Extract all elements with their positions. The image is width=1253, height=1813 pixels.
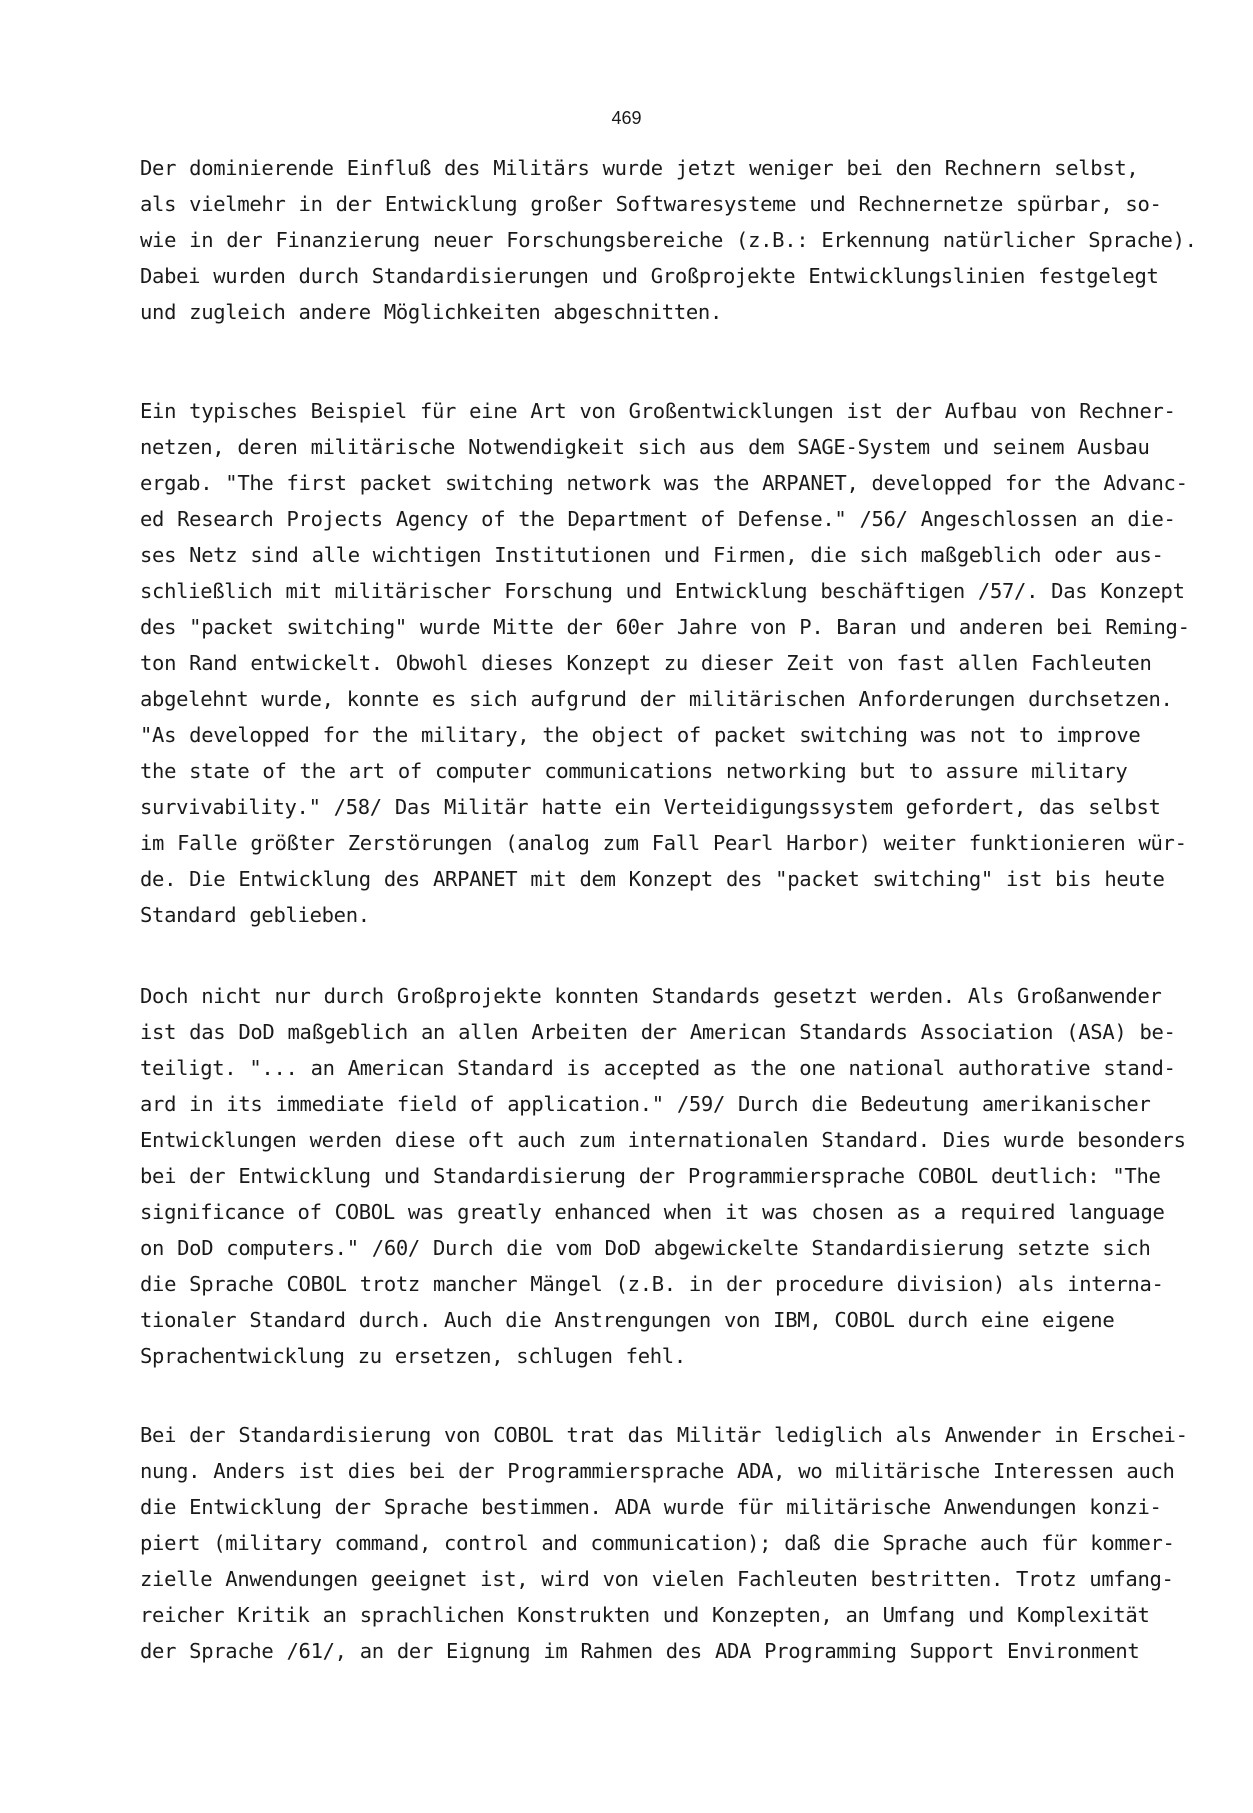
paragraph-1 — [140, 150, 1197, 330]
text-line: significance of COBOL was greatly enhanced when it was chosen as a required language — [140, 1200, 1165, 1224]
text-line: abgelehnt wurde, konnte es sich aufgrund der militärischen Anforderungen durchsetzen. — [140, 687, 1173, 711]
text-line: teiligt. "... an American Standard is accepted as the one national authorative stand- — [140, 1056, 1176, 1080]
text-line: Standard geblieben. — [140, 903, 370, 927]
text-line: Bei der Standardisierung von COBOL trat das Militär lediglich als Anwender in Erschei- — [140, 1423, 1188, 1447]
text-line: wie in der Finanzierung neuer Forschungsbereiche (z.B.: Erkennung natürlicher Sprache). — [140, 228, 1197, 252]
text-line: on DoD computers." /60/ Durch die vom DoD abgewickelte Standardisierung setzte sich — [140, 1236, 1151, 1260]
text-line: reicher Kritik an sprachlichen Konstrukten und Konzepten, an Umfang und Komplexität — [140, 1603, 1150, 1627]
text-line: im Falle größter Zerstörungen (analog zum Fall Pearl Harbor) weiter funktionieren wür- — [140, 831, 1187, 855]
text-line: nung. Anders ist dies bei der Programmiersprache ADA, wo militärische Interessen auch — [140, 1459, 1175, 1483]
text-line: und zugleich andere Möglichkeiten abgeschnitten. — [140, 300, 723, 324]
text-line: die Entwicklung der Sprache bestimmen. ADA wurde für militärische Anwendungen konzi- — [140, 1495, 1162, 1519]
text-line: de. Die Entwicklung des ARPANET mit dem Konzept des "packet switching" ist bis heute — [140, 867, 1165, 891]
paragraph-2 — [140, 393, 1190, 933]
text-line: tionaler Standard durch. Auch die Anstrengungen von IBM, COBOL durch eine eigene — [140, 1308, 1115, 1332]
text-line: als vielmehr in der Entwicklung großer Softwaresysteme und Rechnernetze spürbar, so- — [140, 192, 1162, 216]
text-line: Der dominierende Einfluß des Militärs wurde jetzt weniger bei den Rechnern selbst, — [140, 156, 1139, 180]
text-line: netzen, deren militärische Notwendigkeit sich aus dem SAGE-System und seinem Ausbau — [140, 435, 1150, 459]
text-line: the state of the art of computer communications networking but to assure military — [140, 759, 1128, 783]
text-line: ses Netz sind alle wichtigen Institutionen und Firmen, die sich maßgeblich oder aus- — [140, 543, 1164, 567]
page-number: 469 — [611, 108, 642, 128]
text-line: schließlich mit militärischer Forschung und Entwicklung beschäftigen /57/. Das Konzept — [140, 579, 1185, 603]
text-line: bei der Entwicklung und Standardisierung der Programmiersprache COBOL deutlich: "The — [140, 1164, 1161, 1188]
text-line: piert (military command, control and communication); daß die Sprache auch für kommer- — [140, 1531, 1175, 1555]
text-line: ard in its immediate field of application." /59/ Durch die Bedeutung amerikanischer — [140, 1092, 1151, 1116]
text-line: Sprachentwicklung zu ersetzen, schlugen fehl. — [140, 1344, 686, 1368]
text-line: Entwicklungen werden diese oft auch zum internationalen Standard. Dies wurde besonders — [140, 1128, 1186, 1152]
text-line: ton Rand entwickelt. Obwohl dieses Konzept zu dieser Zeit von fast allen Fachleuten — [140, 651, 1152, 675]
text-line: ergab. "The first packet switching network was the ARPANET, developped for the Advanc- — [140, 471, 1188, 495]
text-line: Ein typisches Beispiel für eine Art von Großentwicklungen ist der Aufbau von Rechner- — [140, 399, 1176, 423]
text-line: ist das DoD maßgeblich an allen Arbeiten der American Standards Association (ASA) be- — [140, 1020, 1176, 1044]
text-line: "As developped for the military, the object of packet switching was not to improve — [140, 723, 1141, 747]
paragraph-4 — [140, 1417, 1188, 1669]
text-line: Doch nicht nur durch Großprojekte konnten Standards gesetzt werden. Als Großanwender — [140, 984, 1162, 1008]
text-line: die Sprache COBOL trotz mancher Mängel (z.B. in der procedure division) als interna- — [140, 1272, 1164, 1296]
text-line: der Sprache /61/, an der Eignung im Rahmen des ADA Programming Support Environment — [140, 1639, 1140, 1663]
text-line: survivability." /58/ Das Militär hatte ein Verteidigungssystem gefordert, das selbst — [140, 795, 1161, 819]
text-line: zielle Anwendungen geeignet ist, wird von vielen Fachleuten bestritten. Trotz umfang- — [140, 1567, 1174, 1591]
paragraph-3 — [140, 978, 1186, 1374]
text-line: des "packet switching" wurde Mitte der 60er Jahre von P. Baran und anderen bei Reming- — [140, 615, 1190, 639]
text-line: ed Research Projects Agency of the Department of Defense." /56/ Angeschlossen an die- — [140, 507, 1176, 531]
text-line: Dabei wurden durch Standardisierungen und Großprojekte Entwicklungslinien festgelegt — [140, 264, 1159, 288]
